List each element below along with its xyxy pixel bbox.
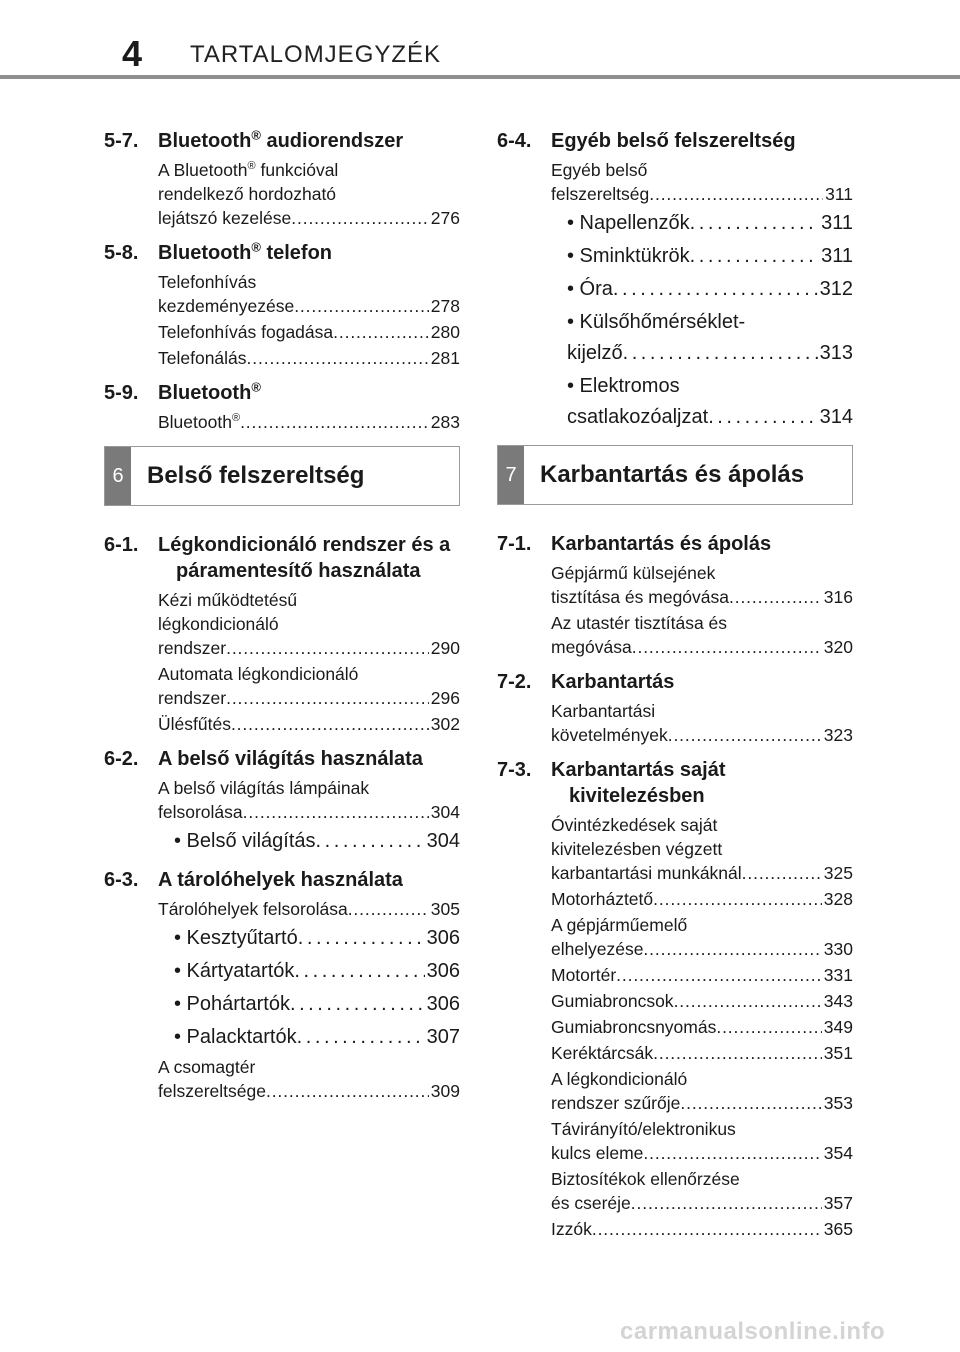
toc-entry[interactable]: Távirányító/elektronikus kulcs eleme . . . 354 (551, 1117, 853, 1165)
page-ref: 278 (430, 296, 460, 316)
page-ref: 343 (823, 991, 853, 1011)
toc-subentry[interactable]: • Sminktükrök . . . 311 (551, 241, 853, 272)
toc-entry[interactable]: Telefonhívás fogadása . . . 280 (158, 320, 460, 344)
chapter-banner-6[interactable] (104, 446, 460, 506)
page-ref: 304 (426, 830, 460, 852)
section-heading[interactable]: 6-1. Légkondicionáló rendszer és a páramentesítő használata (104, 534, 451, 582)
watermark: carmanualsonline.info (620, 1318, 886, 1345)
page-ref: 306 (426, 927, 460, 949)
page-ref: 296 (430, 688, 460, 708)
page-ref: 313 (819, 342, 853, 364)
page-ref: 281 (430, 348, 460, 368)
toc-subentry[interactable]: • Napellenzők . . . 311 (551, 208, 853, 239)
toc-subentry[interactable]: • Palacktartók . . . 307 (158, 1022, 460, 1053)
page-ref: 302 (430, 714, 460, 734)
page-ref: 280 (430, 322, 460, 342)
toc-column-left (104, 128, 460, 1113)
page-ref: 320 (823, 637, 853, 657)
section-heading[interactable]: 6-3. A tárolóhelyek használata (104, 869, 403, 891)
page-ref: 306 (426, 993, 460, 1015)
toc-entry[interactable]: Gépjármű külsejének tisztítása és megóvása . . . 316 (551, 561, 853, 609)
section-heading[interactable]: 7-1. Karbantartás és ápolás (497, 533, 772, 555)
page-ref: 312 (819, 278, 853, 300)
page-title: TARTALOMJEGYZÉK (190, 41, 442, 68)
header-divider (0, 75, 960, 79)
toc-section-5-7 (104, 128, 460, 230)
page-ref: 316 (823, 587, 853, 607)
chapter-title: Karbantartás és ápolás (540, 461, 805, 488)
toc-entry[interactable]: Telefonálás . . . 281 (158, 346, 460, 370)
toc-entry[interactable]: Tárolóhelyek felsorolása . . . 305 (158, 897, 460, 921)
page-ref: 331 (823, 965, 853, 985)
toc-entry[interactable]: A csomagtér felszereltsége . . . 309 (158, 1055, 460, 1103)
page-ref: 325 (823, 863, 853, 883)
toc-subentry[interactable]: • Kártyatartók . . . 306 (158, 956, 460, 987)
toc-section-6-3 (104, 867, 460, 1103)
page-ref: 276 (430, 208, 460, 228)
page-ref: 306 (426, 960, 460, 982)
page-ref: 349 (823, 1017, 853, 1037)
page-ref: 323 (823, 725, 853, 745)
toc-entry[interactable]: A légkondicionáló rendszer szűrője . . . 353 (551, 1067, 853, 1115)
toc-section-5-8 (104, 240, 460, 370)
page-ref: 304 (430, 802, 460, 822)
page-number: 4 (122, 33, 143, 74)
toc-entry[interactable]: Egyéb belső felszereltség . . . 311 (551, 158, 853, 206)
toc-section-7-2 (497, 669, 853, 747)
section-heading[interactable]: 7-3. Karbantartás saját kivitelezésben (497, 759, 726, 807)
toc-entry[interactable]: Keréktárcsák . . . 351 (551, 1041, 853, 1065)
toc-section-6-4 (497, 128, 853, 433)
toc-entry[interactable]: Bluetooth® . . . 283 (158, 410, 460, 434)
toc-entry[interactable]: Motorháztető . . . 328 (551, 887, 853, 911)
toc-section-7-1 (497, 531, 853, 659)
section-heading[interactable]: 6-2. A belső világítás használata (104, 748, 423, 770)
toc-entry[interactable]: Telefonhívás kezdeményezése . . . 278 (158, 270, 460, 318)
page-ref: 305 (430, 899, 460, 919)
page-ref: 357 (823, 1193, 853, 1213)
page-ref: 328 (823, 889, 853, 909)
toc-subentry[interactable]: • Óra . . . 312 (551, 274, 853, 305)
toc-entry[interactable]: Gumiabroncsok . . . 343 (551, 989, 853, 1013)
toc-section-5-9 (104, 380, 460, 434)
toc-entry[interactable]: A belső világítás lámpáinak felsorolása . . . 304 (158, 776, 460, 824)
toc-entry[interactable]: Az utastér tisztítása és megóvása . . . 320 (551, 611, 853, 659)
page-ref: 290 (430, 638, 460, 658)
page-ref: 314 (819, 406, 853, 428)
toc-entry[interactable]: Biztosítékok ellenőrzése és cseréje . . . 357 (551, 1167, 853, 1215)
toc-entry[interactable]: Motortér . . . 331 (551, 963, 853, 987)
page-ref: 307 (426, 1026, 460, 1048)
section-heading[interactable]: 7-2. Karbantartás (497, 671, 675, 693)
toc-subentry[interactable]: • Pohártartók . . . 306 (158, 989, 460, 1020)
section-heading[interactable]: 5-9. Bluetooth® (104, 379, 261, 404)
page-ref: 311 (825, 184, 853, 204)
toc-entry[interactable]: Óvintézkedések saját kivitelezésben végzett karbantartási munkáknál . . . 325 (551, 813, 853, 885)
page-ref: 311 (821, 212, 853, 234)
toc-section-7-3 (497, 757, 853, 1241)
toc-entry[interactable]: Ülésfűtés . . . 302 (158, 712, 460, 736)
chapter-banner-7[interactable] (497, 445, 853, 505)
toc-subentry[interactable]: • Kesztyűtartó . . . 306 (158, 923, 460, 954)
section-heading[interactable]: 5-8. Bluetooth® telefon (104, 239, 333, 264)
chapter-number-tab: 6 (105, 447, 131, 505)
page-ref: 351 (823, 1043, 853, 1063)
toc-section-6-2 (104, 746, 460, 857)
chapter-number-tab: 7 (498, 446, 524, 504)
page-ref: 354 (823, 1143, 853, 1163)
toc-subentry[interactable]: • Külsőhőmérséklet- kijelző . . . 313 (551, 307, 853, 369)
toc-subentry[interactable]: • Elektromos csatlakozóaljzat . . . 314 (551, 371, 853, 433)
section-heading[interactable]: 6-4. Egyéb belső felszereltség (497, 130, 796, 152)
toc-entry[interactable]: Kézi működtetésű légkondicionáló rendszer . . . 290 (158, 588, 460, 660)
toc-column-right (497, 128, 853, 1251)
page-ref: 309 (430, 1081, 460, 1101)
chapter-title: Belső felszereltség (147, 462, 365, 489)
toc-subentry[interactable]: • Belső világítás . . . 304 (158, 826, 460, 857)
toc-entry[interactable]: A gépjárműemelő elhelyezése . . . 330 (551, 913, 853, 961)
page-ref: 330 (823, 939, 853, 959)
toc-entry[interactable]: Gumiabroncsnyomás . . . 349 (551, 1015, 853, 1039)
toc-entry[interactable]: Automata légkondicionáló rendszer . . . 296 (158, 662, 460, 710)
page-ref: 311 (821, 245, 853, 267)
section-heading[interactable]: 5-7. Bluetooth® audiorendszer (104, 127, 404, 152)
toc-entry[interactable]: Izzók . . . 365 (551, 1217, 853, 1241)
toc-section-6-1 (104, 532, 460, 736)
toc-entry[interactable]: Karbantartási követelmények . . . 323 (551, 699, 853, 747)
page-ref: 283 (430, 412, 460, 432)
page-ref: 365 (823, 1219, 853, 1239)
page-header (0, 0, 960, 80)
page-ref: 353 (823, 1093, 853, 1113)
toc-entry[interactable]: A Bluetooth® funkcióval rendelkező hordozható lejátszó kezelése . . . 276 (158, 158, 460, 230)
